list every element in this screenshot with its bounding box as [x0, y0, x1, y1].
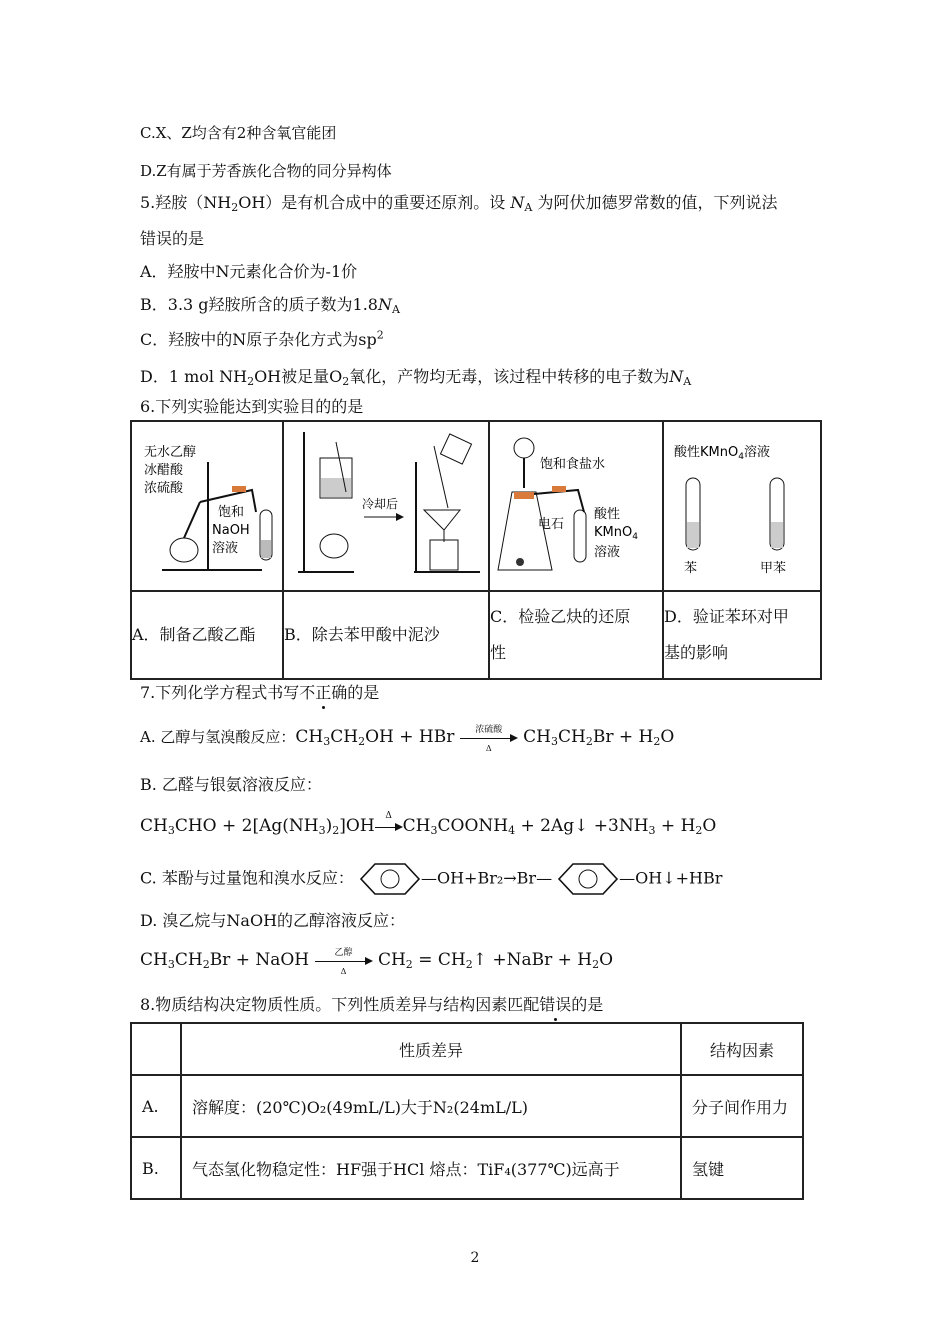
- q5-option-d: D．1 mol $NH_2OH$被足量$O_2$氧化，产物均无毒，该过程中转移的电子数为$N_A$: [140, 367, 692, 388]
- q7-option-b-equation: $CH_3CHO + 2[Ag(NH_3)_2]OH$ Δ $CH_3COONH_4$ + 2Ag↓ $+3NH_3 + H_2O$: [140, 810, 717, 837]
- q7-option-c: C. 苯酚与过量饱和溴水反应： —OH+Br₂→Br— —OH↓+HBr: [140, 862, 722, 896]
- q6-stem: 6.下列实验能达到实验目的的是: [140, 397, 364, 416]
- q5-stem: 5.羟胺$(NH_2OH)$是有机合成中的重要还原剂。设 $N_A$ 为阿伏加德罗常数的值，下列说法: [140, 193, 778, 214]
- svg-text:冷却后: 冷却后: [362, 497, 399, 511]
- acetylene-apparatus-icon: [490, 422, 662, 586]
- q6-experiment-table: [130, 420, 822, 680]
- q8-row-a-difference: 溶解度：(20℃)O₂(49mL/L)大于N₂(24mL/L): [181, 1075, 681, 1137]
- q6-label-c: C．检验乙炔的还原 性: [489, 591, 663, 679]
- q7-option-d-equation: $CH_3CH_2Br$ + NaOH 乙醇 Δ $CH_2$ = $CH_2↑$ +NaBr + $H_2O$: [140, 947, 614, 976]
- q8-header-blank: [131, 1023, 181, 1075]
- q7-option-d-label: D. 溴乙烷与NaOH的乙醇溶液反应：: [140, 911, 406, 930]
- filtration-apparatus-icon: [284, 422, 488, 586]
- q8-row-b-difference: 气态氢化物稳定性：HF强于HCl 熔点：TiF₄(377℃)远高于: [181, 1137, 681, 1199]
- q7-option-b-label: B. 乙醛与银氨溶液反应：: [140, 775, 322, 794]
- svg-text:NaOH: NaOH: [212, 523, 250, 538]
- svg-text:甲苯: 甲苯: [760, 561, 787, 576]
- svg-text:电石: 电石: [538, 517, 565, 532]
- reaction-arrow-icon: 乙醇 Δ: [315, 954, 373, 968]
- q8-property-table: [130, 1022, 804, 1200]
- reaction-arrow-icon: Δ: [375, 820, 403, 834]
- svg-text:无水乙醇: 无水乙醇: [144, 445, 197, 460]
- q6-apparatus-a: [131, 421, 283, 591]
- svg-text:酸性KMnO4溶液: 酸性KMnO$_4$溶液: [674, 445, 770, 462]
- svg-text:酸性: 酸性: [594, 507, 621, 522]
- svg-text:KMnO4: KMnO$_4$: [594, 525, 638, 542]
- benzene-ring-icon: [359, 862, 421, 896]
- q6-label-d: D．验证苯环对甲 基的影响: [663, 591, 821, 679]
- q8-row-a-label: A.: [131, 1075, 181, 1137]
- svg-text:溶液: 溶液: [212, 541, 239, 556]
- reaction-arrow-icon: 浓硫酸 Δ: [460, 731, 518, 745]
- test-tubes-icon: [664, 422, 820, 586]
- q4-option-c: C.X、Z均含有2种含氧官能团: [140, 124, 337, 142]
- svg-text:浓硫酸: 浓硫酸: [144, 481, 184, 496]
- q6-label-b: B．除去苯甲酸中泥沙: [283, 591, 489, 679]
- q7-option-a: A. 乙醇与氢溴酸反应：$CH_3CH_2OH$ + HBr 浓硫酸 Δ $CH_3CH_2Br + H_2O$: [140, 724, 675, 753]
- benzene-ring-icon: [557, 862, 619, 896]
- q5-option-a: A．羟胺中N元素化合价为-1价: [140, 262, 358, 281]
- svg-text:苯: 苯: [684, 561, 698, 576]
- esterification-apparatus-icon: [132, 422, 282, 586]
- q6-apparatus-d: [663, 421, 821, 591]
- q6-apparatus-b: [283, 421, 489, 591]
- q5-stem-line2: 错误的是: [140, 229, 205, 248]
- svg-text:饱和食盐水: 饱和食盐水: [540, 457, 606, 472]
- q8-row-a-factor: 分子间作用力: [681, 1075, 803, 1137]
- q7-stem: 7.下列化学方程式书写不正确的是: [140, 683, 380, 702]
- svg-text:冰醋酸: 冰醋酸: [144, 463, 184, 478]
- svg-text:饱和: 饱和: [218, 505, 245, 520]
- q5-option-b: B．3.3 g羟胺所含的质子数为$1.8N_A$: [140, 295, 400, 316]
- q8-header-factor: 结构因素: [681, 1023, 803, 1075]
- q8-row-b-label: B.: [131, 1137, 181, 1199]
- q5-option-c: C．羟胺中的N原子杂化方式为$sp^2$: [140, 328, 384, 349]
- q6-apparatus-c: [489, 421, 663, 591]
- q6-label-a: A．制备乙酸乙酯: [131, 591, 283, 679]
- svg-text:溶液: 溶液: [594, 545, 621, 560]
- q8-row-b-factor: 氢键: [681, 1137, 803, 1199]
- page-number: 2: [470, 1250, 480, 1266]
- q4-option-d: D.Z有属于芳香族化合物的同分异构体: [140, 162, 392, 180]
- q8-stem: 8.物质结构决定物质性质。下列性质差异与结构因素匹配错误的是: [140, 995, 604, 1014]
- q8-header-difference: 性质差异: [181, 1023, 681, 1075]
